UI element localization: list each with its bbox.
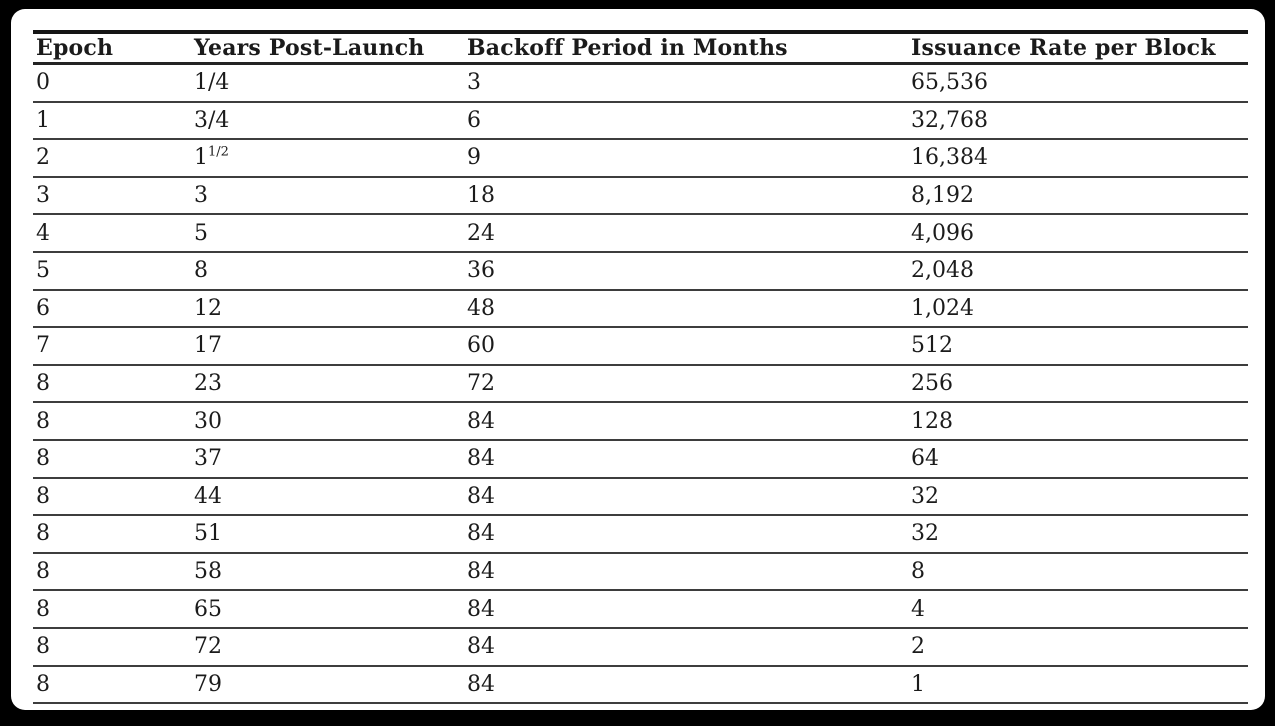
cell-epoch: 8 [33, 478, 191, 516]
cell-backoff: 84 [464, 590, 908, 628]
superscript-fraction: 1/2 [208, 145, 229, 161]
table-row [33, 214, 1248, 252]
cell-epoch: 4 [33, 214, 191, 252]
cell-backoff: 24 [464, 214, 908, 252]
cell-backoff: 84 [464, 515, 908, 553]
cell-backoff: 9 [464, 139, 908, 177]
cell-years: 79 [191, 666, 464, 704]
column-header-rate: Issuance Rate per Block [908, 32, 1248, 64]
cell-rate: 16,384 [908, 139, 1248, 177]
cell-backoff: 84 [464, 666, 908, 704]
cell-backoff: 84 [464, 478, 908, 516]
cell-years: 3/4 [191, 102, 464, 140]
cell-years: 12 [191, 290, 464, 328]
column-header-years: Years Post-Launch [191, 32, 464, 64]
cell-epoch: 0 [33, 64, 191, 102]
cell-years: 44 [191, 478, 464, 516]
cell-rate: 8 [908, 553, 1248, 591]
cell-epoch: 7 [33, 327, 191, 365]
table-row [33, 139, 1248, 177]
table-row [33, 402, 1248, 440]
cell-years: 51 [191, 515, 464, 553]
cell-backoff: 84 [464, 553, 908, 591]
table-header-row [33, 32, 1248, 64]
cell-rate: 512 [908, 327, 1248, 365]
table-row [33, 290, 1248, 328]
table-row [33, 478, 1248, 516]
cell-epoch: 8 [33, 365, 191, 403]
cell-years: 72 [191, 628, 464, 666]
column-header-epoch: Epoch [33, 32, 191, 64]
cell-years: 37 [191, 440, 464, 478]
cell-rate: 4,096 [908, 214, 1248, 252]
cell-backoff: 36 [464, 252, 908, 290]
cell-epoch: 8 [33, 515, 191, 553]
cell-years: 17 [191, 327, 464, 365]
cell-rate: 64 [908, 440, 1248, 478]
issuance-schedule-table [33, 30, 1248, 704]
cell-years: 23 [191, 365, 464, 403]
cell-years: 30 [191, 402, 464, 440]
cell-rate: 2,048 [908, 252, 1248, 290]
table-row [33, 666, 1248, 704]
cell-years: 3 [191, 177, 464, 215]
cell-backoff: 60 [464, 327, 908, 365]
cell-rate: 1 [908, 666, 1248, 704]
cell-backoff: 72 [464, 365, 908, 403]
cell-rate: 32 [908, 478, 1248, 516]
cell-rate: 128 [908, 402, 1248, 440]
cell-years: 5 [191, 214, 464, 252]
cell-epoch: 8 [33, 666, 191, 704]
cell-backoff: 18 [464, 177, 908, 215]
cell-years: 65 [191, 590, 464, 628]
cell-backoff: 3 [464, 64, 908, 102]
cell-years: 58 [191, 553, 464, 591]
table-row [33, 252, 1248, 290]
table-row [33, 177, 1248, 215]
table-row [33, 102, 1248, 140]
column-header-backoff: Backoff Period in Months [464, 32, 908, 64]
cell-epoch: 3 [33, 177, 191, 215]
cell-epoch: 8 [33, 402, 191, 440]
cell-epoch: 8 [33, 590, 191, 628]
cell-years: 8 [191, 252, 464, 290]
cell-rate: 2 [908, 628, 1248, 666]
table-row [33, 327, 1248, 365]
table-row [33, 628, 1248, 666]
cell-years: 1/4 [191, 64, 464, 102]
cell-backoff: 84 [464, 402, 908, 440]
cell-epoch: 8 [33, 440, 191, 478]
table-body [33, 64, 1248, 704]
table-row [33, 64, 1248, 102]
cell-epoch: 8 [33, 628, 191, 666]
table-row [33, 365, 1248, 403]
table-row [33, 440, 1248, 478]
cell-backoff: 84 [464, 628, 908, 666]
cell-epoch: 1 [33, 102, 191, 140]
cell-epoch: 2 [33, 139, 191, 177]
cell-rate: 4 [908, 590, 1248, 628]
cell-rate: 65,536 [908, 64, 1248, 102]
cell-epoch: 8 [33, 553, 191, 591]
cell-backoff: 84 [464, 440, 908, 478]
table-row [33, 590, 1248, 628]
cell-rate: 256 [908, 365, 1248, 403]
cell-rate: 1,024 [908, 290, 1248, 328]
cell-rate: 32,768 [908, 102, 1248, 140]
table-row [33, 515, 1248, 553]
cell-epoch: 6 [33, 290, 191, 328]
document-card [11, 9, 1265, 710]
table-row [33, 553, 1248, 591]
cell-backoff: 6 [464, 102, 908, 140]
cell-rate: 8,192 [908, 177, 1248, 215]
table-container [33, 30, 1248, 704]
cell-backoff: 48 [464, 290, 908, 328]
cell-years: $1^{1/2}$ [191, 139, 464, 177]
cell-epoch: 5 [33, 252, 191, 290]
cell-rate: 32 [908, 515, 1248, 553]
